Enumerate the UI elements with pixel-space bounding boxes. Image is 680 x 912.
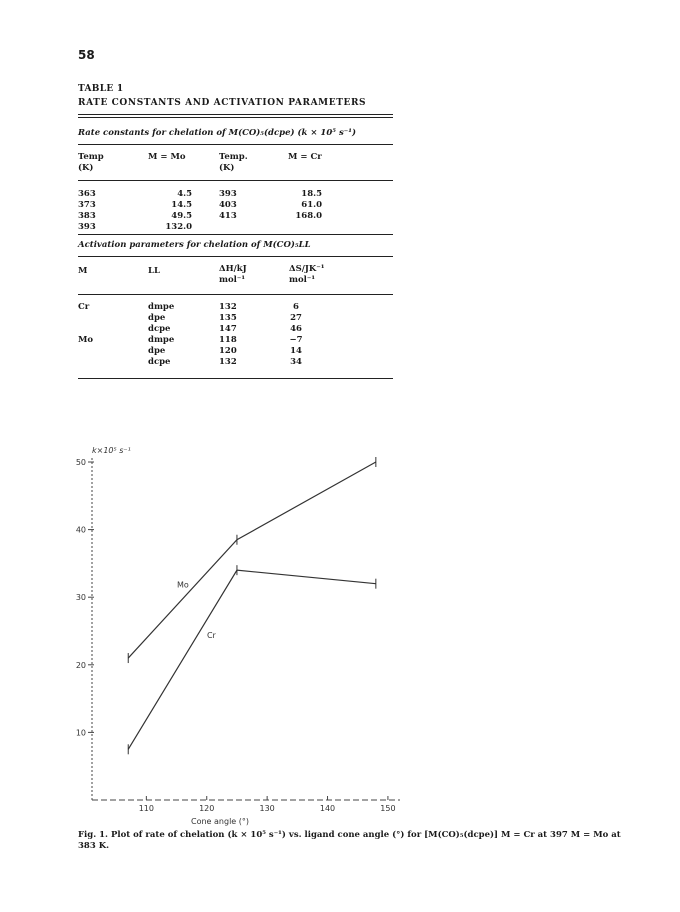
ds-cell: 34 xyxy=(290,357,302,367)
k-mo-cell: 49.5 xyxy=(171,211,192,221)
temp-cr-cell: 413 xyxy=(219,211,237,221)
k-mo-cell: 4.5 xyxy=(177,189,192,199)
header-dh-unit: mol⁻¹ xyxy=(219,275,246,285)
header-ds-unit: mol⁻¹ xyxy=(289,275,316,285)
ll-cell: dcpe xyxy=(148,324,171,334)
ll-cell: dcpe xyxy=(148,357,171,367)
k-cr-cell: 61.0 xyxy=(301,200,322,210)
temp-mo-cell: 393 xyxy=(78,222,96,232)
y-tick-label: 50 xyxy=(75,458,86,467)
x-tick-label: 110 xyxy=(138,804,154,813)
x-tick-label: 130 xyxy=(259,804,275,813)
dh-cell: 120 xyxy=(219,346,237,356)
y-tick-label: 40 xyxy=(75,525,86,535)
dh-cell: 147 xyxy=(219,324,237,334)
ll-cell: dmpe xyxy=(148,302,175,312)
y-axis-title: k×10⁵ s⁻¹ xyxy=(92,446,131,455)
temp-cr-cell: 403 xyxy=(219,200,237,210)
header-m: M xyxy=(78,266,88,276)
ds-cell: 6 xyxy=(293,302,299,312)
x-tick-label: 150 xyxy=(380,804,396,813)
m-cell: Mo xyxy=(78,335,94,345)
header-temp-cr-unit: (K) xyxy=(219,163,235,173)
ds-cell: 14 xyxy=(290,346,302,356)
temp-mo-cell: 383 xyxy=(78,211,96,221)
section2-title: Activation parameters for chelation of M(CO)₅LL xyxy=(78,240,311,250)
ll-cell: dpe xyxy=(148,313,166,323)
series-line-mo xyxy=(128,462,376,658)
dh-cell: 118 xyxy=(219,335,237,345)
ll-cell: dpe xyxy=(148,346,166,356)
header-mo: M = Mo xyxy=(148,152,186,162)
ds-cell: 27 xyxy=(290,313,302,323)
x-axis-title: Cone angle (°) xyxy=(191,817,249,826)
series-label-mo: Mo xyxy=(176,580,189,590)
k-cr-cell: 18.5 xyxy=(301,189,322,199)
temp-cr-cell: 393 xyxy=(219,189,237,199)
ll-cell: dmpe xyxy=(148,335,175,345)
header-ll: LL xyxy=(148,266,160,276)
figure-caption: Fig. 1. Plot of rate of chelation (k × 10⁵ s⁻¹) vs. ligand cone angle (°) for [M(CO)₅(dcpe)] M = Cr at 397 M = Mo at 383 K. xyxy=(78,830,621,851)
section1-title: Rate constants for chelation of M(CO)₅(dcpe) (k × 10⁵ s⁻¹) xyxy=(78,128,356,138)
y-tick-label: 30 xyxy=(75,593,86,603)
y-tick-label: 20 xyxy=(75,660,86,670)
ds-cell: 46 xyxy=(290,324,302,334)
x-tick-label: 120 xyxy=(199,804,215,813)
k-cr-cell: 168.0 xyxy=(295,211,322,221)
header-temp-cr: Temp. xyxy=(219,152,248,162)
x-tick-label: 140 xyxy=(319,804,336,813)
dh-cell: 132 xyxy=(219,357,237,367)
header-temp-mo-unit: (K) xyxy=(78,163,94,173)
series-line-cr xyxy=(128,570,376,749)
ds-cell: −7 xyxy=(289,335,303,345)
dh-cell: 135 xyxy=(219,313,237,323)
table-label: TABLE 1 xyxy=(78,84,124,94)
header-dh: ΔH/kJ xyxy=(219,264,247,274)
table-title: RATE CONSTANTS AND ACTIVATION PARAMETERS xyxy=(78,98,367,108)
temp-mo-cell: 373 xyxy=(78,200,96,210)
header-temp-mo: Temp xyxy=(78,152,104,162)
k-mo-cell: 14.5 xyxy=(171,200,192,210)
k-mo-cell: 132.0 xyxy=(165,222,192,232)
header-cr: M = Cr xyxy=(288,152,322,162)
header-ds: ΔS/JK⁻¹ xyxy=(289,264,325,274)
y-tick-label: 10 xyxy=(75,728,86,738)
m-cell: Cr xyxy=(78,302,90,312)
page-number: 58 xyxy=(78,48,95,62)
temp-mo-cell: 363 xyxy=(78,189,96,199)
dh-cell: 132 xyxy=(219,302,237,312)
series-label-cr: Cr xyxy=(206,631,216,641)
